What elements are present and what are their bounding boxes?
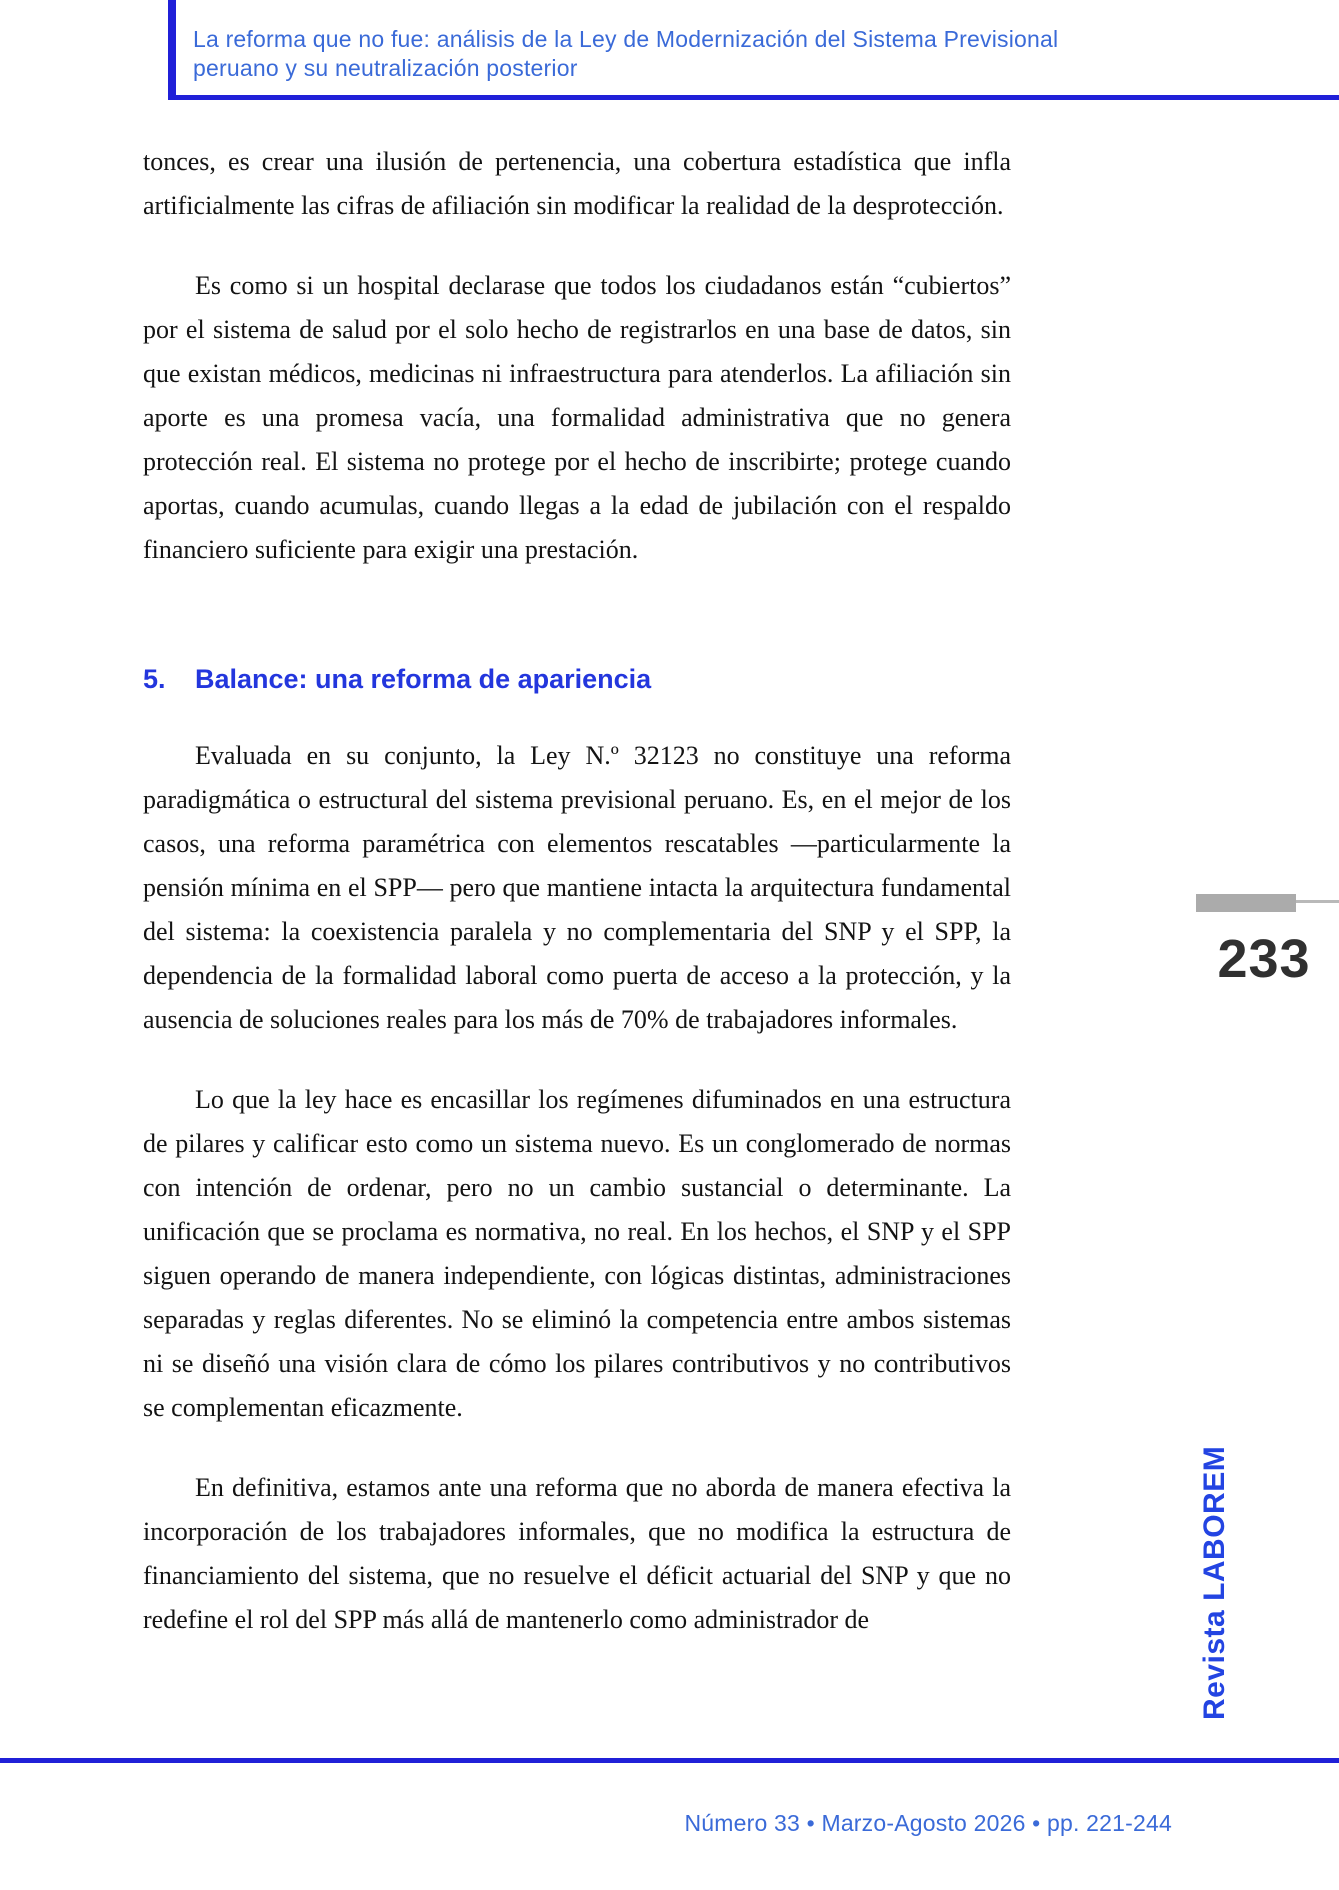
page-number-decoration-line (1296, 900, 1339, 903)
footer-issue-info: Número 33 • Marzo-Agosto 2026 • pp. 221-244 (684, 1810, 1172, 1836)
running-header (168, 0, 1339, 100)
paragraph: tonces, es crear una ilusión de pertenencia, una cobertura estadística que infla artificialmente las cifras de afiliación sin modificar la realidad de la desprotección. (143, 147, 1011, 220)
paragraph: En definitiva, estamos ante una reforma que no aborda de manera efectiva la incorporación de los trabajadores informales, que no modifica la estructura de financiamiento del sistema, que no resuelve el déficit actuarial del SNP y que no redefine el rol del SPP más allá de mantenerlo como administrador de (143, 1473, 1011, 1634)
article-title-line1: La reforma que no fue: análisis de la Ley de Modernización del Sistema Previsional (193, 26, 1059, 52)
page-number: 233 (1217, 929, 1311, 989)
body-text-column (143, 140, 1011, 1642)
section-number: 5. (143, 664, 166, 694)
paragraph: Evaluada en su conjunto, la Ley N.º 32123 no constituye una reforma paradigmática o estructural del sistema previsional peruano. Es, en el mejor de los casos, una reforma paramétrica con elementos rescatables —particularmente la pensión mínima en el SPP— pero que mantiene intacta la arquitectura fundamental del sistema: la coexistencia paralela y no complementaria del SNP y el SPP, la dependencia de la formalidad laboral como puerta de acceso a la protección, y la ausencia de soluciones reales para los más de 70% de trabajadores informales. (143, 741, 1011, 1034)
journal-name-vertical: Revista LABOREM (1198, 1445, 1231, 1720)
page-number-decoration-bar (1196, 894, 1296, 912)
footer-rule (0, 1758, 1339, 1763)
section-title: Balance: una reforma de apariencia (195, 664, 652, 694)
article-title-line2: peruano y su neutralización posterior (193, 55, 578, 81)
article-title (193, 25, 1339, 83)
paragraph: Es como si un hospital declarase que todos los ciudadanos están “cubiertos” por el sistema de salud por el solo hecho de registrarlos en una base de datos, sin que existan médicos, medicinas ni infraestructura para atenderlos. La afiliación sin aporte es una promesa vacía, una formalidad administrativa que no genera protección real. El sistema no protege por el hecho de inscribirte; protege cuando aportas, cuando acumulas, cuando llegas a la edad de jubilación con el respaldo financiero suficiente para exigir una prestación. (143, 271, 1011, 564)
paragraph: Lo que la ley hace es encasillar los regímenes difuminados en una estructura de pilares y calificar esto como un sistema nuevo. Es un conglomerado de normas con intención de ordenar, pero no un cambio sustancial o determinante. La unificación que se proclama es normativa, no real. En los hechos, el SNP y el SPP siguen operando de manera independiente, con lógicas distintas, administraciones separadas y reglas diferentes. No se eliminó la competencia entre ambos sistemas ni se diseñó una visión clara de cómo los pilares contributivos y no contributivos se complementan eficazmente. (143, 1085, 1011, 1422)
section-heading (143, 662, 1011, 696)
